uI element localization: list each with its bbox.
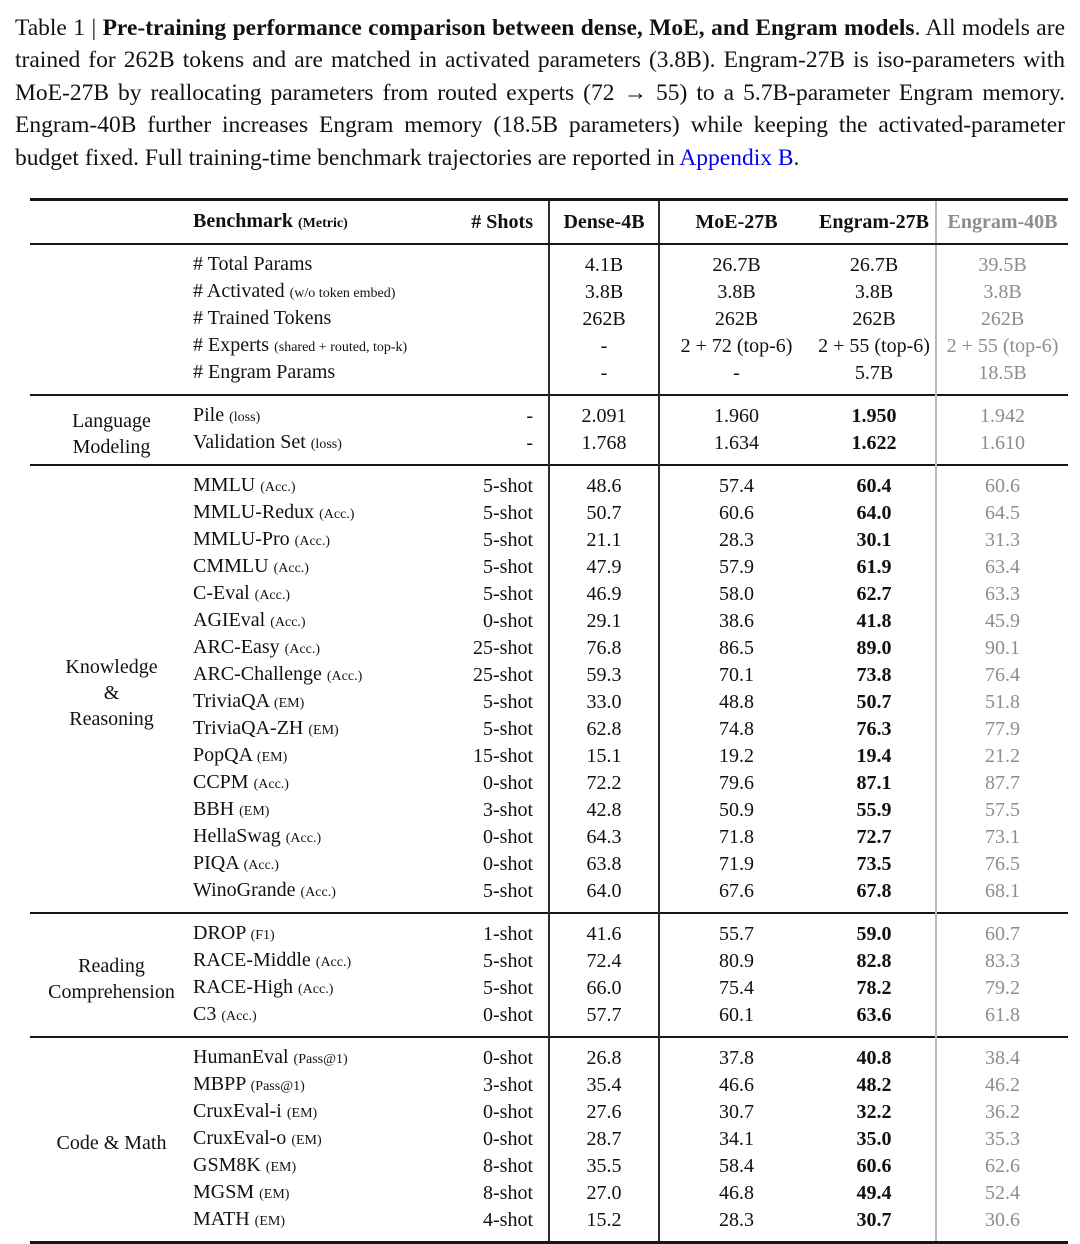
benchmark-metric: (EM) — [308, 723, 339, 739]
score-value: 87.1 — [856, 772, 892, 795]
benchmark-metric: (EM) — [291, 1133, 322, 1149]
benchmark-name: DROP — [193, 922, 246, 945]
score-value: 46.2 — [936, 1072, 1068, 1099]
benchmark-metric: (loss) — [310, 437, 342, 453]
score-value: 79.6 — [659, 770, 813, 797]
shots-value: 5-shot — [483, 583, 533, 606]
paper-page — [0, 12, 1080, 1232]
config-value: 4.1B — [549, 244, 659, 279]
shots-cell — [443, 279, 549, 306]
score-value: 41.6 — [549, 913, 659, 948]
shots-value: 5-shot — [483, 529, 533, 552]
benchmark-metric: (Acc.) — [273, 561, 309, 577]
caption-suffix: . — [793, 144, 800, 171]
score-value: 32.2 — [856, 1101, 892, 1124]
benchmark-section — [30, 913, 1068, 1037]
score-value: 30.6 — [936, 1207, 1068, 1243]
benchmark-name: CruxEval-i — [193, 1100, 282, 1123]
header-corner-cell — [30, 200, 193, 245]
benchmark-name: BBH — [193, 798, 235, 821]
section-group-line: Reading — [78, 954, 145, 977]
section-group-line: & — [103, 681, 120, 704]
score-value: 60.6 — [936, 465, 1068, 500]
score-value: 38.4 — [936, 1037, 1068, 1072]
score-value: 31.3 — [936, 527, 1068, 554]
empty-group-cell — [30, 333, 193, 360]
shots-value: 15-shot — [473, 745, 533, 768]
score-value: 30.7 — [659, 1099, 813, 1126]
score-value: 21.2 — [936, 743, 1068, 770]
score-value: 64.3 — [549, 824, 659, 851]
shots-value: 8-shot — [483, 1182, 533, 1205]
score-value: 40.8 — [813, 1037, 936, 1072]
benchmark-name: RACE-High — [193, 976, 293, 999]
shots-value: 0-shot — [483, 853, 533, 876]
benchmark-metric: (Pass@1) — [250, 1079, 305, 1095]
shots-cell — [443, 306, 549, 333]
section-group-line: Code & Math — [56, 1132, 167, 1155]
config-value: 262B — [852, 308, 896, 331]
score-value: 30.7 — [856, 1209, 892, 1232]
section-group-line: Language — [72, 409, 151, 432]
benchmark-metric: (EM) — [273, 696, 305, 712]
score-value: 61.9 — [856, 556, 892, 579]
score-value: 35.3 — [936, 1126, 1068, 1153]
config-value: 3.8B — [549, 279, 659, 306]
score-value: 21.1 — [549, 527, 659, 554]
score-value: 57.4 — [659, 465, 813, 500]
score-value: 72.2 — [549, 770, 659, 797]
score-value: 61.8 — [936, 1002, 1068, 1037]
benchmark-name: CMMLU — [193, 555, 269, 578]
benchmark-name: MMLU — [193, 474, 256, 497]
shots-value: 0-shot — [443, 1037, 549, 1072]
benchmark-metric: (Acc.) — [300, 885, 336, 901]
config-row — [30, 333, 1068, 360]
benchmark-metric: (EM) — [254, 1214, 285, 1230]
benchmark-metric: (EM) — [286, 1106, 318, 1122]
benchmark-metric: (Acc.) — [270, 615, 306, 631]
score-value: 26.8 — [549, 1037, 659, 1072]
benchmark-row — [30, 395, 1068, 430]
score-value: 45.9 — [936, 608, 1068, 635]
shots-value: - — [526, 432, 533, 455]
score-value: 19.2 — [659, 743, 813, 770]
shots-value: - — [443, 395, 549, 430]
benchmark-name: MBPP — [193, 1073, 246, 1096]
benchmark-metric: (Acc.) — [221, 1009, 257, 1025]
score-value: 75.4 — [659, 975, 813, 1002]
shots-value: 3-shot — [483, 799, 533, 822]
benchmark-name: TriviaQA-ZH — [193, 717, 304, 740]
config-value: - — [549, 333, 659, 360]
benchmark-section — [30, 395, 1068, 465]
config-value: 262B — [659, 306, 813, 333]
score-value: 73.5 — [856, 853, 892, 876]
benchmark-name: CruxEval-o — [193, 1127, 287, 1150]
score-value: 59.0 — [813, 913, 936, 948]
config-value: 3.8B — [659, 279, 813, 306]
config-row — [30, 360, 1068, 395]
section-group-label — [30, 395, 193, 465]
config-label: # Experts — [193, 334, 270, 357]
benchmark-name: C3 — [193, 1003, 217, 1026]
score-value: 67.8 — [856, 880, 892, 903]
shots-value: 5-shot — [483, 691, 533, 714]
benchmark-metric: (Acc.) — [294, 534, 331, 550]
shots-value: 0-shot — [483, 1004, 533, 1027]
benchmark-section — [30, 1037, 1068, 1243]
config-value: 39.5B — [936, 244, 1068, 279]
table-caption — [15, 12, 1065, 174]
score-value: 46.6 — [659, 1072, 813, 1099]
score-value: 63.3 — [936, 581, 1068, 608]
score-value: 55.9 — [856, 799, 892, 822]
score-value: 62.8 — [549, 716, 659, 743]
score-value: 76.4 — [936, 662, 1068, 689]
shots-value: 0-shot — [483, 1101, 533, 1124]
benchmark-name: Validation Set — [193, 431, 306, 454]
score-value: 66.0 — [549, 975, 659, 1002]
score-value: 63.6 — [856, 1004, 892, 1027]
benchmark-metric: (Acc.) — [319, 507, 355, 523]
benchmark-metric: (Acc.) — [285, 831, 322, 847]
score-value: 27.6 — [549, 1099, 659, 1126]
config-row — [30, 306, 1068, 333]
score-value: 64.5 — [936, 500, 1068, 527]
shots-value: 5-shot — [483, 502, 533, 525]
benchmark-metric: (Acc.) — [315, 955, 352, 971]
shots-value: 0-shot — [483, 772, 533, 795]
benchmark-section — [30, 465, 1068, 913]
config-value: 3.8B — [936, 279, 1068, 306]
score-value: 28.3 — [659, 1207, 813, 1243]
empty-group-cell — [30, 306, 193, 333]
benchmark-row — [30, 1037, 1068, 1072]
score-value: 48.2 — [856, 1074, 892, 1097]
score-value: 76.8 — [549, 635, 659, 662]
score-value: 76.5 — [936, 851, 1068, 878]
shots-value: 0-shot — [483, 610, 533, 633]
score-value: 46.9 — [549, 581, 659, 608]
score-value: 51.8 — [936, 689, 1068, 716]
score-value: 15.1 — [549, 743, 659, 770]
score-value: 83.3 — [936, 948, 1068, 975]
benchmark-name: WinoGrande — [193, 879, 296, 902]
appendix-b-link[interactable]: Appendix B — [679, 144, 794, 171]
score-value: 63.8 — [549, 851, 659, 878]
benchmark-metric: (loss) — [229, 410, 261, 426]
score-value: 1.950 — [813, 395, 936, 430]
score-value: 37.8 — [659, 1037, 813, 1072]
config-value: 18.5B — [936, 360, 1068, 395]
config-value: - — [659, 360, 813, 395]
score-value: 1.960 — [659, 395, 813, 430]
shots-value: 1-shot — [443, 913, 549, 948]
benchmark-metric: (EM) — [265, 1160, 297, 1176]
benchmark-name: HumanEval — [193, 1046, 289, 1069]
caption-title: Pre-training performance comparison between dense, MoE, and Engram models — [102, 15, 915, 41]
benchmark-metric: (EM) — [256, 750, 288, 766]
header-model-dense-4b: Dense-4B — [549, 200, 659, 245]
table-header — [30, 200, 1068, 245]
score-value: 27.0 — [549, 1180, 659, 1207]
shots-value: 5-shot — [443, 465, 549, 500]
benchmark-name: ARC-Challenge — [193, 663, 322, 686]
score-value: 46.8 — [659, 1180, 813, 1207]
score-value: 77.9 — [936, 716, 1068, 743]
shots-value: 25-shot — [473, 664, 533, 687]
benchmark-metric: (Acc.) — [253, 777, 289, 793]
score-value: 48.6 — [549, 465, 659, 500]
benchmark-name: MMLU-Pro — [193, 528, 290, 551]
shots-value: 0-shot — [483, 1128, 533, 1151]
config-label: # Engram Params — [193, 361, 336, 384]
benchmark-metric: (Acc.) — [284, 642, 321, 658]
score-value: 76.3 — [856, 718, 892, 741]
score-value: 67.6 — [659, 878, 813, 913]
section-group-line: Reasoning — [69, 707, 154, 730]
config-value: 26.7B — [849, 254, 899, 277]
header-shots: # Shots — [443, 200, 549, 245]
header-benchmark-label: Benchmark — [193, 210, 293, 233]
score-value: 58.4 — [659, 1153, 813, 1180]
config-value: 2 + 55 (top-6) — [936, 333, 1068, 360]
shots-value: 5-shot — [483, 977, 533, 1000]
config-value: 2 + 55 (top-6) — [818, 335, 930, 358]
benchmark-row — [30, 465, 1068, 500]
benchmark-name: AGIEval — [193, 609, 266, 632]
benchmark-metric: (Pass@1) — [293, 1052, 348, 1068]
config-value: 2 + 72 (top-6) — [659, 333, 813, 360]
score-value: 50.7 — [549, 500, 659, 527]
score-value: 78.2 — [856, 977, 892, 1000]
score-value: 58.0 — [659, 581, 813, 608]
results-table — [30, 198, 1068, 1244]
benchmark-name: CCPM — [193, 771, 249, 794]
score-value: 50.9 — [659, 797, 813, 824]
score-value: 80.9 — [659, 948, 813, 975]
score-value: 38.6 — [659, 608, 813, 635]
shots-value: 4-shot — [483, 1209, 533, 1232]
caption-label: Table 1 | — [15, 15, 103, 41]
header-benchmark — [193, 200, 443, 245]
score-value: 33.0 — [549, 689, 659, 716]
benchmark-name: Pile — [193, 404, 225, 427]
section-group-line: Modeling — [72, 435, 151, 458]
shots-value: 8-shot — [483, 1155, 533, 1178]
section-group-label — [30, 465, 193, 913]
benchmark-name: RACE-Middle — [193, 949, 311, 972]
score-value: 2.091 — [549, 395, 659, 430]
score-value: 1.942 — [936, 395, 1068, 430]
benchmark-metric: (EM) — [259, 1187, 290, 1203]
score-value: 28.3 — [659, 527, 813, 554]
section-group-line: Knowledge — [65, 655, 158, 678]
score-value: 86.5 — [659, 635, 813, 662]
score-value: 68.1 — [936, 878, 1068, 913]
score-value: 71.9 — [659, 851, 813, 878]
config-label: # Total Params — [193, 253, 313, 276]
score-value: 64.0 — [549, 878, 659, 913]
benchmark-name: ARC-Easy — [193, 636, 280, 659]
score-value: 72.4 — [549, 948, 659, 975]
config-value: 3.8B — [854, 281, 894, 304]
benchmark-name: C-Eval — [193, 582, 250, 605]
shots-value: 3-shot — [483, 1074, 533, 1097]
score-value: 1.610 — [936, 430, 1068, 465]
config-row — [30, 279, 1068, 306]
benchmark-name: PopQA — [193, 744, 252, 767]
header-model-engram-27b: Engram-27B — [813, 200, 936, 245]
score-value: 29.1 — [549, 608, 659, 635]
model-config-section — [30, 244, 1068, 395]
score-value: 47.9 — [549, 554, 659, 581]
score-value: 1.622 — [851, 432, 897, 455]
benchmark-row — [30, 913, 1068, 948]
shots-cell — [443, 333, 549, 360]
score-value: 90.1 — [936, 635, 1068, 662]
benchmark-name: HellaSwag — [193, 825, 281, 848]
benchmark-name: MATH — [193, 1208, 250, 1231]
header-row — [30, 200, 1068, 245]
shots-value: 0-shot — [483, 826, 533, 849]
config-label-note: (w/o token embed) — [289, 286, 396, 302]
benchmark-name: MMLU-Redux — [193, 501, 315, 524]
score-value: 72.7 — [856, 826, 892, 849]
score-value: 35.0 — [856, 1128, 892, 1151]
benchmark-metric: (Acc.) — [254, 588, 291, 604]
benchmark-name: GSM8K — [193, 1154, 261, 1177]
benchmark-metric: (EM) — [239, 804, 270, 820]
score-value: 1.768 — [549, 430, 659, 465]
score-value: 57.9 — [659, 554, 813, 581]
header-model-engram-40b: Engram-40B — [936, 200, 1068, 245]
section-group-label — [30, 913, 193, 1037]
benchmark-metric: (Acc.) — [326, 669, 363, 685]
score-value: 60.4 — [813, 465, 936, 500]
empty-group-cell — [30, 244, 193, 279]
score-value: 30.1 — [856, 529, 892, 552]
shots-value: 5-shot — [483, 950, 533, 973]
score-value: 48.8 — [659, 689, 813, 716]
config-label-note: (shared + routed, top-k) — [274, 340, 408, 356]
score-value: 34.1 — [659, 1126, 813, 1153]
score-value: 60.7 — [936, 913, 1068, 948]
config-row — [30, 244, 1068, 279]
config-value: 26.7B — [659, 244, 813, 279]
score-value: 62.7 — [856, 583, 892, 606]
benchmark-metric: (F1) — [250, 928, 275, 944]
score-value: 87.7 — [936, 770, 1068, 797]
section-group-line: Comprehension — [48, 980, 175, 1003]
score-value: 28.7 — [549, 1126, 659, 1153]
config-label: # Activated — [193, 280, 285, 303]
score-value: 63.4 — [936, 554, 1068, 581]
score-value: 15.2 — [549, 1207, 659, 1243]
benchmark-name: PIQA — [193, 852, 239, 875]
score-value: 57.5 — [936, 797, 1068, 824]
score-value: 50.7 — [856, 691, 892, 714]
score-value: 41.8 — [856, 610, 892, 633]
score-value: 73.1 — [936, 824, 1068, 851]
empty-group-cell — [30, 279, 193, 306]
score-value: 74.8 — [659, 716, 813, 743]
benchmark-name: TriviaQA — [193, 690, 269, 713]
benchmark-metric: (Acc.) — [243, 858, 279, 874]
shots-value: 5-shot — [483, 880, 533, 903]
score-value: 59.3 — [549, 662, 659, 689]
config-value: - — [549, 360, 659, 395]
shots-cell — [443, 244, 549, 279]
score-value: 36.2 — [936, 1099, 1068, 1126]
score-value: 19.4 — [856, 745, 892, 768]
shots-value: 25-shot — [473, 637, 533, 660]
score-value: 70.1 — [659, 662, 813, 689]
score-value: 57.7 — [549, 1002, 659, 1037]
score-value: 60.6 — [659, 500, 813, 527]
score-value: 89.0 — [856, 637, 892, 660]
shots-value: 5-shot — [483, 718, 533, 741]
score-value: 71.8 — [659, 824, 813, 851]
empty-group-cell — [30, 360, 193, 395]
score-value: 82.8 — [856, 950, 892, 973]
benchmark-metric: (Acc.) — [260, 480, 296, 496]
caption-body: . All models are trained for 262B tokens and are matched in activated parameters (3.8B). Engram-27B is iso-parameters with MoE-27B by reallocating parameters from routed experts (72 → 55) to a 5.7B-parameter Engram memory. Engram-40B further increases Engram memory (18.5B parameters) while keeping the activated-parameter budget fixed. Full training-time benchmark trajectories are reported in — [15, 15, 1065, 171]
config-value: 262B — [936, 306, 1068, 333]
score-value: 62.6 — [936, 1153, 1068, 1180]
shots-cell — [443, 360, 549, 395]
score-value: 1.634 — [659, 430, 813, 465]
benchmark-name: MGSM — [193, 1181, 255, 1204]
score-value: 49.4 — [856, 1182, 892, 1205]
score-value: 55.7 — [659, 913, 813, 948]
config-label: # Trained Tokens — [193, 307, 332, 330]
score-value: 52.4 — [936, 1180, 1068, 1207]
config-value: 5.7B — [854, 362, 894, 385]
section-group-label — [30, 1037, 193, 1243]
score-value: 60.1 — [659, 1002, 813, 1037]
shots-value: 5-shot — [483, 556, 533, 579]
score-value: 64.0 — [856, 502, 892, 525]
score-value: 42.8 — [549, 797, 659, 824]
benchmark-metric: (Acc.) — [298, 982, 334, 998]
score-value: 35.4 — [549, 1072, 659, 1099]
score-value: 73.8 — [856, 664, 892, 687]
config-value: 262B — [549, 306, 659, 333]
score-value: 35.5 — [549, 1153, 659, 1180]
header-model-moe-27b: MoE-27B — [659, 200, 813, 245]
header-metric-note: (Metric) — [298, 216, 348, 232]
score-value: 79.2 — [936, 975, 1068, 1002]
score-value: 60.6 — [856, 1155, 892, 1178]
